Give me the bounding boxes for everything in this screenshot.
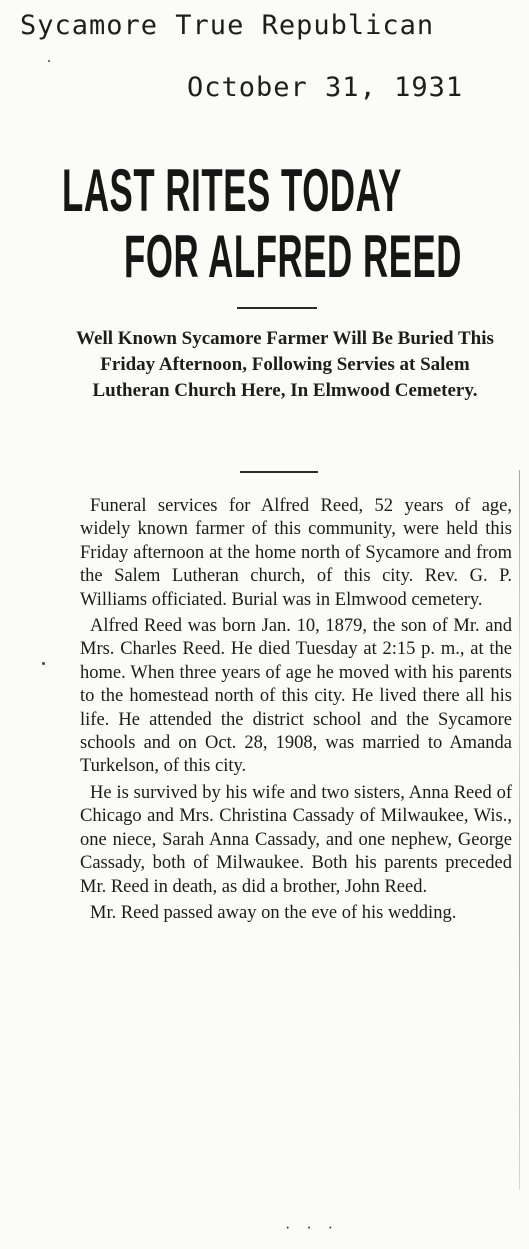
divider-rule xyxy=(240,471,318,473)
divider-rule xyxy=(237,307,317,309)
print-speck xyxy=(48,60,50,62)
article-paragraph: Funeral services for Alfred Reed, 52 years of age, widely known farmer of this community, were held this Friday afternoon at the home north of Sycamore and from the Salem Lutheran church, of this city. Rev. G. P. Williams officiated. Burial was in Elmwood cemetery. xyxy=(80,496,512,610)
article-paragraph: Alfred Reed was born Jan. 10, 1879, the son of Mr. and Mrs. Charles Reed. He died Tuesday at 2:15 p. m., at the home. When three years of age he moved with his parents to the homestead north of this city. He lived there all his life. He attended the district school and the Sycamore schools and on Oct. 28, 1908, was married to Amanda Turkelson, of this city. xyxy=(80,616,512,777)
end-mark: · · · xyxy=(285,1220,339,1237)
publication-date: October 31, 1931 xyxy=(187,72,464,103)
headline-line-2: FOR ALFRED REED xyxy=(124,223,463,290)
article-paragraph: Mr. Reed passed away on the eve of his wedding. xyxy=(90,902,457,923)
newspaper-name: Sycamore True Republican xyxy=(20,10,435,41)
clipping-edge xyxy=(519,470,520,1190)
article-paragraph: He is survived by his wife and two sisters, Anna Reed of Chicago and Mrs. Christina Cassady of Milwaukee, Wis., one niece, Sarah Anna Cassady, and one nephew, George Cassady, both of Milwaukee. Both his parents preceded Mr. Reed in death, as did a brother, John Reed. xyxy=(80,782,512,897)
subheadline-deck: Well Known Sycamore Farmer Will Be Buried This Friday Afternoon, Following Servies at Salem Lutheran Church Here, In Elmwood Cemetery. xyxy=(76,328,494,401)
print-speck xyxy=(42,662,45,665)
article-body xyxy=(80,495,512,928)
headline-line-1: LAST RITES TODAY xyxy=(62,157,402,224)
